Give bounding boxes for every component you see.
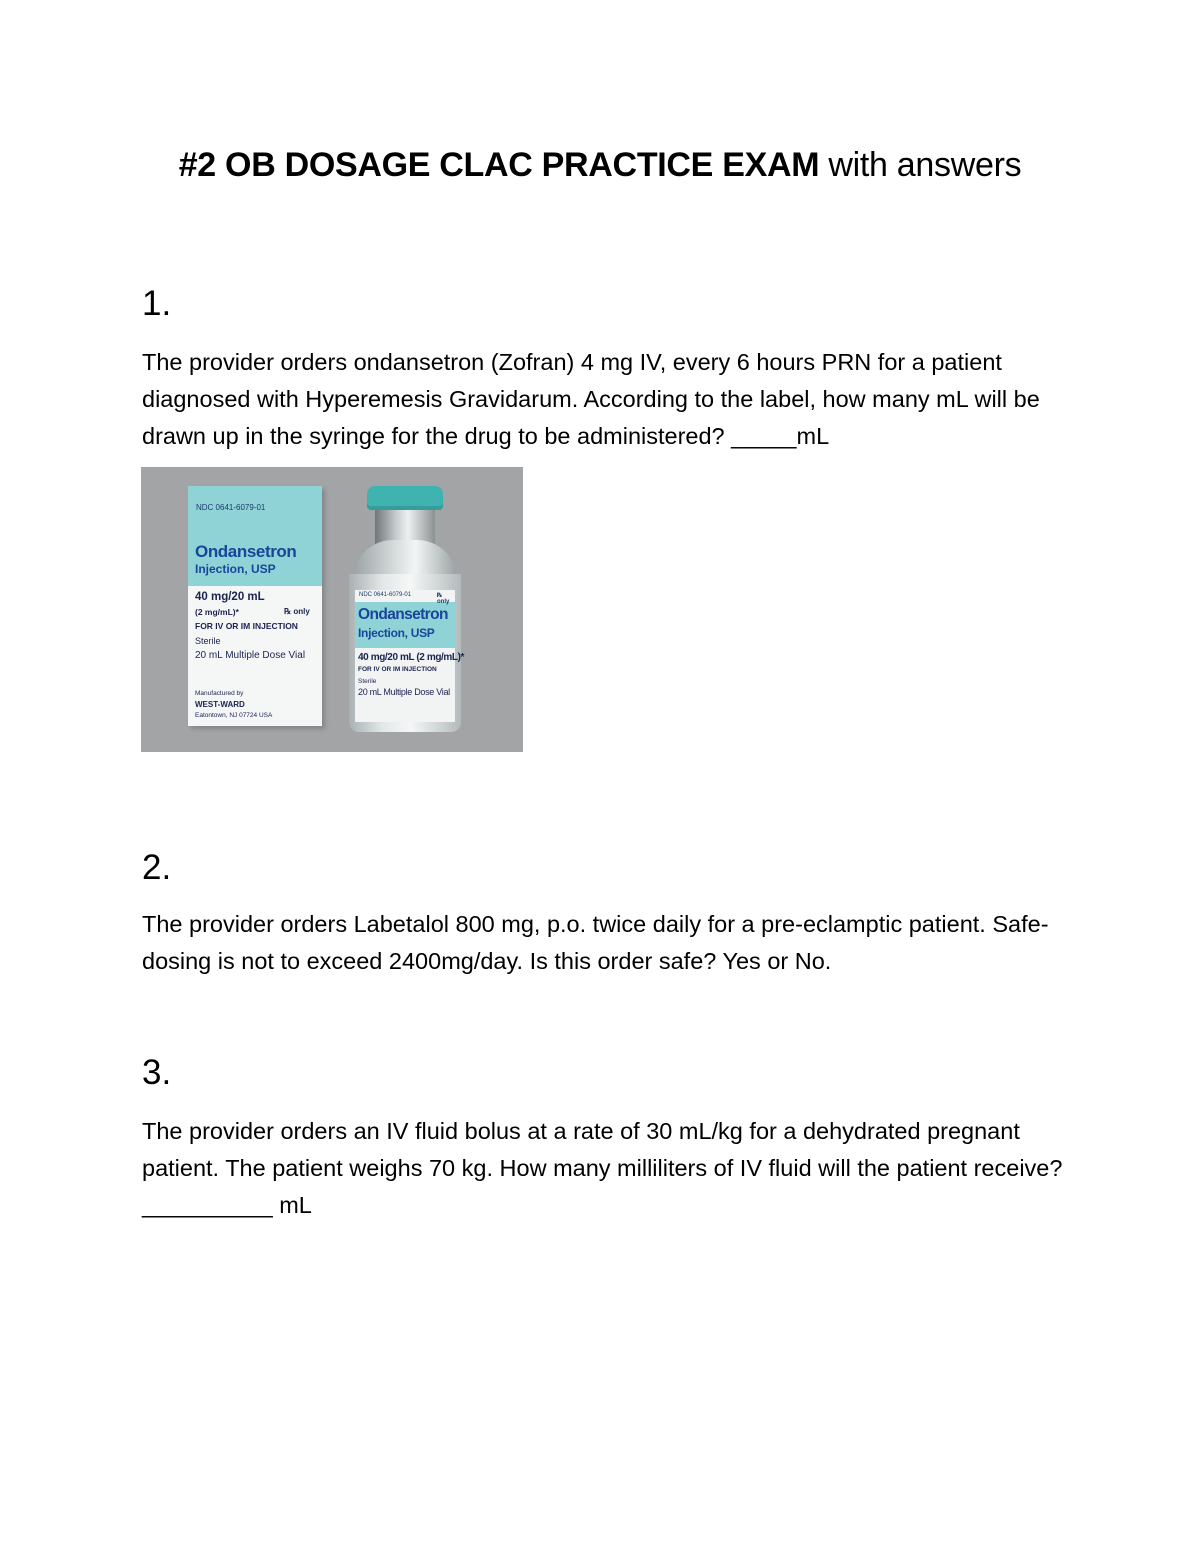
vial-label: [355, 590, 465, 722]
box-rx-only: ℞ only: [284, 607, 310, 616]
box-volume: 20 mL Multiple Dose Vial: [195, 650, 306, 661]
vial-drug-name: Ondansetron: [358, 606, 448, 623]
vial-cap: [367, 486, 443, 510]
ondansetron-product-image: [141, 467, 523, 752]
question-number: 2.: [142, 848, 172, 887]
box-manufactured-by: Manufactured by: [195, 690, 244, 697]
box-strength: 40 mg/20 mL: [195, 591, 265, 603]
vial-volume: 20 mL Multiple Dose Vial: [358, 687, 450, 697]
box-drug-name: Ondansetron: [195, 542, 297, 561]
question-number: 1.: [142, 284, 172, 323]
box-route: FOR IV OR IM INJECTION: [195, 621, 298, 631]
box-concentration: (2 mg/mL)*: [195, 607, 239, 617]
question-text: The provider orders Labetalol 800 mg, p.o. twice daily for a pre-eclamptic patient. Safe-dosing is not to exceed 2400mg/day. Is this order safe? Yes or No.: [142, 911, 1049, 974]
question-text: The provider orders ondansetron (Zofran) 4 mg IV, every 6 hours PRN for a patient diagnosed with Hyperemesis Gravidarum. According to the label, how many mL will be drawn up in the syringe for the drug to be administered? _____mL: [142, 349, 1040, 449]
medication-vial: [345, 486, 465, 734]
manufacturer-name: WEST-WARD: [195, 700, 245, 709]
title-suffix: with answers: [819, 146, 1022, 184]
title-main: #2 OB DOSAGE CLAC PRACTICE EXAM: [178, 146, 820, 184]
vial-route: FOR IV OR IM INJECTION: [358, 666, 437, 673]
vial-ndc: NDC 0641-6079-01: [359, 592, 412, 598]
box-drug-form: Injection, USP: [195, 562, 276, 576]
page-title: [0, 146, 1200, 185]
box-sterile: Sterile: [195, 636, 221, 646]
question-text: The provider orders an IV fluid bolus at a rate of 30 mL/kg for a dehydrated pregnant patient. The patient weighs 70 kg. How many milliliters of IV fluid will the patient receive? __________ mL: [142, 1118, 1063, 1218]
question-number: 3.: [142, 1053, 172, 1092]
vial-rx-only: ℞ only: [437, 593, 450, 605]
box-city: Eatontown, NJ 07724 USA: [195, 712, 273, 719]
vial-drug-form: Injection, USP: [358, 626, 435, 640]
medication-box: [188, 486, 322, 726]
manufacturer-logo: [195, 700, 245, 709]
vial-neck: [375, 510, 435, 544]
box-ndc: NDC 0641-6079-01: [196, 503, 266, 512]
vial-sterile: Sterile: [358, 678, 377, 685]
vial-strength: 40 mg/20 mL (2 mg/mL)*: [358, 652, 465, 663]
